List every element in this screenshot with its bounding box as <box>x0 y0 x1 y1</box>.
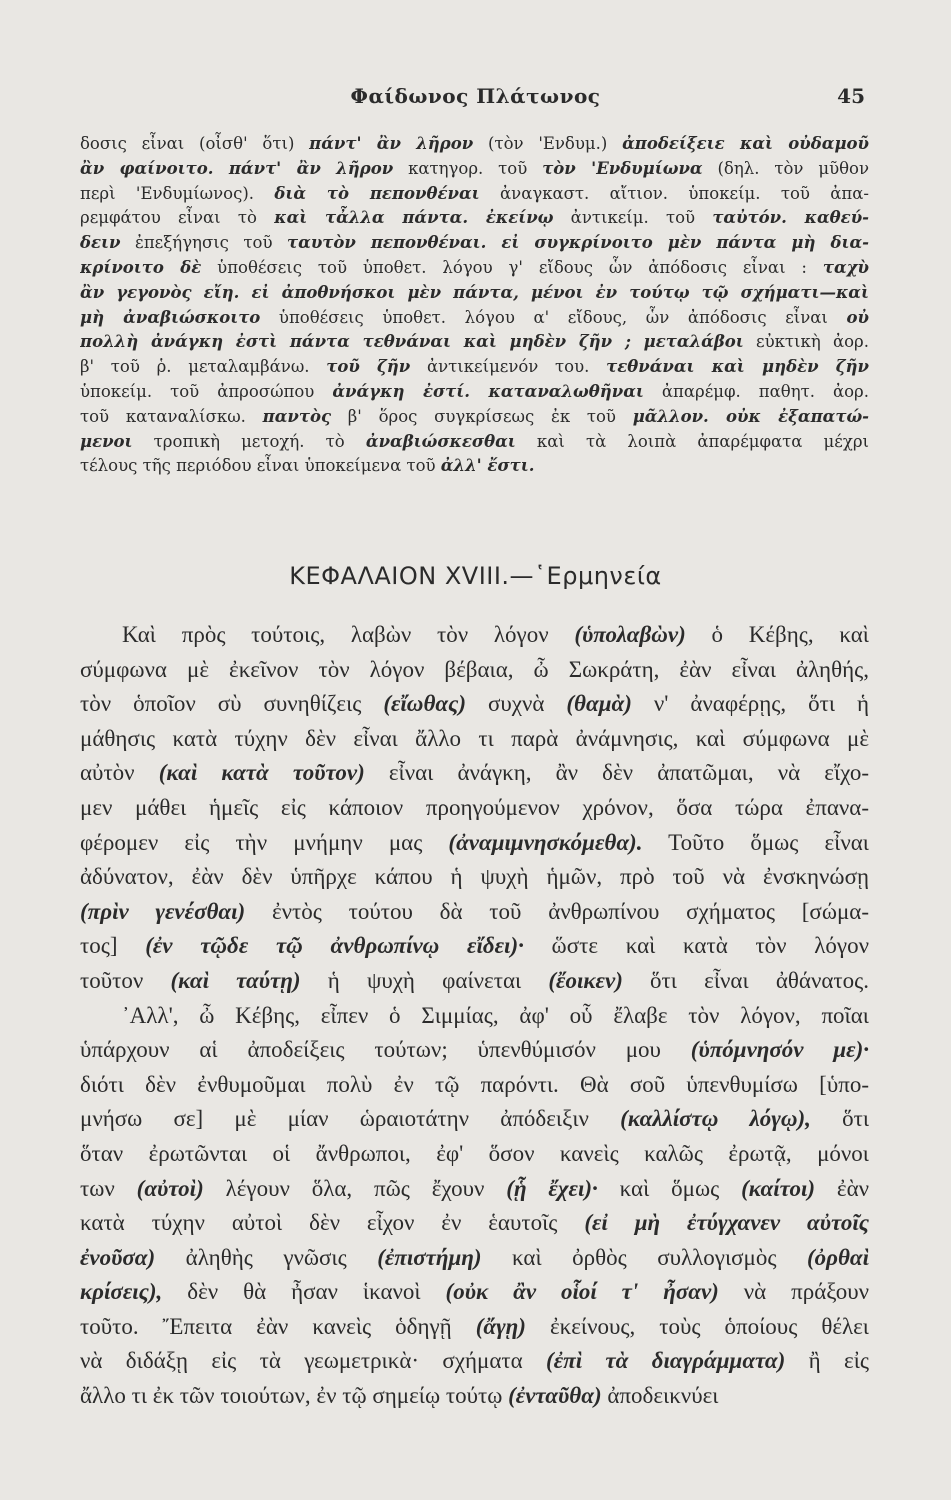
text-run: φέρομεν εἰς τὴν μνήμην μας <box>80 829 449 855</box>
text-run: τος] <box>80 933 146 959</box>
greek-original-phrase: (εἴωθας) <box>383 691 467 717</box>
notes-line <box>80 182 869 207</box>
text-run: Καὶ πρὸς τούτοις, λαβὼν τὸν λόγον <box>122 622 575 647</box>
greek-original-phrase: (ἐν τῷδε τῷ ἀνθρωπίνῳ εἴδει)· <box>145 933 524 959</box>
greek-original-phrase: παντὸς <box>262 406 332 426</box>
greek-original-phrase: (οὐκ ἂν οἷοί τ' ἦσαν) <box>445 1279 719 1305</box>
text-run: εἶναι ἀνάγκη, ἂν δὲν ἀπατῶμαι, νὰ εἴχο- <box>364 760 869 786</box>
text-run: διότι δὲν ἐνθυμοῦμαι πολὺ ἐν τῷ παρόντι. Θὰ σοῦ ὑπενθυμίσω [ὑπο- <box>80 1071 869 1097</box>
text-run: νὰ πράξουν <box>718 1279 869 1305</box>
body-line <box>80 1275 869 1310</box>
notes-line <box>80 132 869 157</box>
body-line <box>80 1241 869 1276</box>
text-run: (δηλ. τὸν μῦθον <box>702 158 869 178</box>
text-run: ν' ἀναφέρῃς, ὅτι ἡ <box>631 691 869 717</box>
text-run: ὑπάρχουν αἱ ἀποδείξεις τούτων; ὑπενθύμισόν μου <box>80 1037 691 1063</box>
notes-line <box>80 281 869 306</box>
body-line <box>80 1172 869 1207</box>
body-line <box>80 860 869 895</box>
text-run: ἀδύνατον, ἐὰν δὲν ὑπῆρχε κάπου ἡ ψυχὴ ἡμῶν, πρὸ τοῦ νὰ ἐνσκηνώσῃ <box>80 864 869 890</box>
text-run: ὅταν ἐρωτῶνται οἱ ἄνθρωποι, ἐφ' ὅσον κανεὶς καλῶς ἐρωτᾷ, μόνοι <box>80 1140 869 1166</box>
text-run: τὸν ὁποῖον σὺ συνηθίζεις <box>80 691 384 717</box>
greek-original-phrase: (ἐπιστήμη) <box>377 1244 482 1270</box>
notes-line <box>80 330 869 355</box>
greek-original-phrase: μὴ ἀναβιώσκοιτο <box>80 307 261 327</box>
greek-original-phrase: τὸν 'Ενδυμίωνα <box>542 158 703 178</box>
body-line <box>80 929 869 964</box>
notes-line <box>80 405 869 430</box>
commentary-notes <box>80 132 869 479</box>
notes-line <box>80 380 869 405</box>
text-run: σύμφωνα μὲ ἐκεῖνον τὸν λόγον βέβαια, ὦ Σωκράτη, ἐὰν εἶναι ἀληθής, <box>80 656 869 682</box>
text-run: ὅτι εἶναι ἀθάνατος. <box>622 967 869 993</box>
greek-original-phrase: οὐ <box>846 307 869 327</box>
greek-original-phrase: (καὶ ταύτῃ) <box>170 967 301 993</box>
text-run: συχνὰ <box>466 691 567 717</box>
body-line <box>80 895 869 930</box>
text-run: ἀντικείμ. τοῦ <box>553 208 713 228</box>
text-run: ὅτι <box>810 1106 869 1132</box>
greek-original-phrase: (ἀναμιμνησκόμεθα). <box>448 829 643 855</box>
greek-original-phrase: ταυτὸν πεπονθέναι. εἰ συγκρίνοιτο μὲν πάντα μὴ δια- <box>287 233 869 253</box>
text-run: τροπικὴ μετοχή. τὸ <box>132 431 366 451</box>
text-run: ἄλλο τι ἐκ τῶν τοιούτων, ἐν τῷ σημείῳ τούτῳ <box>80 1383 509 1409</box>
greek-original-phrase: (εἰ μὴ ἐτύγχανεν αὐτοῖς <box>584 1210 869 1236</box>
greek-original-phrase: (θαμὰ) <box>566 691 632 717</box>
text-run: κατηγορ. τοῦ <box>393 158 543 178</box>
text-run: ἀληθὴς γνῶσις <box>155 1244 378 1270</box>
text-run: ἀντικείμενόν του. <box>410 357 607 377</box>
text-run: μνήσω σε] μὲ μίαν ὡραιοτάτην ἀπόδειξιν <box>80 1106 621 1132</box>
body-line <box>80 826 869 861</box>
text-run: ἀποδεικνύει <box>601 1383 719 1409</box>
greek-original-phrase: ἀποδείξειε καὶ οὐδαμοῦ <box>622 134 869 153</box>
text-run: ἐντὸς τούτου δὰ τοῦ ἀνθρωπίνου σχήματος [σώμα- <box>245 898 869 924</box>
greek-original-phrase: (ἐνταῦθα) <box>508 1383 602 1409</box>
greek-original-phrase: πάντ' ἂν λῆρον <box>309 134 474 153</box>
greek-original-phrase: διὰ τὸ πεπονθέναι <box>274 183 480 203</box>
notes-line <box>80 430 869 455</box>
text-run: ρεμφάτου εἶναι τὸ <box>80 208 275 228</box>
greek-original-phrase: δειν <box>80 233 121 253</box>
text-run: περὶ 'Ενδυμίωνος). <box>80 183 275 203</box>
text-run: ἡ ψυχὴ φαίνεται <box>300 967 549 993</box>
greek-original-phrase: ἂν γεγονὸς εἴη. εἰ ἀποθνήσκοι μὲν πάντα, μένοι ἐν τούτῳ τῷ σχήματι—καὶ <box>80 282 869 302</box>
greek-original-phrase: (ὀρθαὶ <box>806 1244 869 1270</box>
text-run: (τὸν 'Ενδυμ.) <box>473 134 623 153</box>
body-line <box>80 687 869 722</box>
text-run: β' τοῦ ῥ. μεταλαμβάνω. <box>80 357 327 377</box>
page-number: 45 <box>837 84 865 108</box>
text-run: τέλους τῆς περιόδου εἶναι ὑποκείμενα τοῦ <box>80 456 441 476</box>
greek-original-phrase: τοῦ ζῆν <box>326 357 411 377</box>
body-line <box>80 1033 869 1068</box>
page-header <box>80 84 871 114</box>
greek-original-phrase: (ἔοικεν) <box>548 967 623 993</box>
greek-original-phrase: ἀνάγκη ἐστί. καταναλωθῆναι <box>332 381 644 401</box>
greek-original-phrase: (ὑπολαβὼν) <box>574 622 686 647</box>
body-line <box>80 618 869 653</box>
body-line <box>80 1344 869 1379</box>
body-line <box>80 653 869 688</box>
greek-original-phrase: κρίνοιτο δὲ <box>80 257 202 277</box>
body-line <box>80 791 869 826</box>
greek-original-phrase: πολλὴ ἀνάγκη ἐστὶ πάντα τεθνάναι καὶ μηδὲν ζῆν ; μεταλάβοι <box>80 332 744 352</box>
greek-original-phrase: (καὶ κατὰ τοῦτον) <box>158 760 365 786</box>
text-run: καὶ ὀρθὸς συλλογισμὸς <box>481 1244 807 1270</box>
greek-original-phrase: ἂν φαίνοιτο. πάντ' ἂν λῆρον <box>80 158 394 178</box>
body-line <box>80 1379 869 1414</box>
text-run: λέγουν ὅλα, πῶς ἔχουν <box>203 1175 507 1201</box>
body-line <box>80 964 869 999</box>
text-run: εὐκτικὴ ἀορ. <box>743 332 869 352</box>
text-run: κατὰ τύχην αὐτοὶ δὲν εἶχον ἐν ἑαυτοῖς <box>80 1210 585 1236</box>
body-line <box>80 1310 869 1345</box>
body-line <box>80 1137 869 1172</box>
greek-original-phrase: ἀναβιώσκεσθαι <box>365 431 516 451</box>
text-run: ἢ εἰς <box>785 1348 869 1374</box>
body-line <box>80 722 869 757</box>
text-run: ὑποθέσεις τοῦ ὑποθετ. λόγου γ' εἴδους ὧν ἀπόδοσις εἶναι : <box>201 257 823 277</box>
greek-original-phrase: ταχὺ <box>822 257 869 277</box>
greek-original-phrase: ἀλλ' ἔστι. <box>440 456 535 476</box>
body-line <box>80 1068 869 1103</box>
text-run: ὑποκείμ. τοῦ ἀπροσώπου <box>80 381 333 401</box>
text-run: β' ὅρος συγκρίσεως ἐκ τοῦ <box>331 406 633 426</box>
body-line <box>80 1102 869 1137</box>
text-run: ἐπεξήγησις τοῦ <box>120 233 288 253</box>
greek-original-phrase: καὶ τἆλλα πάντα. ἐκείνῳ <box>274 208 554 228</box>
greek-original-phrase: (ἐπὶ τὰ διαγράμματα) <box>546 1348 786 1374</box>
greek-original-phrase: μενοι <box>80 431 133 451</box>
greek-original-phrase: (πρὶν γενέσθαι) <box>80 898 246 924</box>
text-run: μάθησις κατὰ τύχην δὲν εἶναι ἄλλο τι παρὰ ἀνάμνησις, καὶ σύμφωνα μὲ <box>80 725 869 751</box>
body-line <box>80 999 869 1034</box>
chapter-title: ΚΕΦΑΛΑΙΟΝ XVIII.—῾Ερμηνεία <box>289 562 662 590</box>
greek-original-phrase: (ἄγῃ) <box>475 1313 526 1339</box>
body-line <box>80 756 869 791</box>
greek-original-phrase: ἐνοῦσα) <box>80 1244 156 1270</box>
text-run: δοσις εἶναι (οἶσθ' ὅτι) <box>80 134 310 153</box>
text-run: τοῦτον <box>80 967 171 993</box>
text-run: ὁ Κέβης, καὶ <box>685 622 869 647</box>
text-run: αὐτὸν <box>80 760 159 786</box>
main-text <box>80 618 869 1414</box>
text-run: καὶ τὰ λοιπὰ ἀπαρέμφατα μέχρι <box>515 431 869 451</box>
text-run: ᾿Αλλ', ὦ Κέβης, εἶπεν ὁ Σιμμίας, ἀφ' οὗ ἔλαβε τὸν λόγον, ποῖαι <box>122 1002 869 1028</box>
text-run: ἀπαρέμφ. παθητ. ἀορ. <box>643 381 869 401</box>
greek-original-phrase: (καίτοι) <box>741 1175 816 1201</box>
notes-line <box>80 231 869 256</box>
notes-line <box>80 306 869 331</box>
greek-original-phrase: μᾶλλον. οὐκ ἐξαπατώ- <box>632 406 869 426</box>
text-run: τοῦτο. Ἔπειτα ἐὰν κανεὶς ὁδηγῇ <box>80 1313 476 1339</box>
text-run: ἐὰν <box>815 1175 869 1201</box>
text-run: ἀναγκαστ. αἴτιον. ὑποκείμ. τοῦ ἀπα- <box>479 183 869 203</box>
text-run: ὥστε καὶ κατὰ τὸν λόγον <box>523 933 869 959</box>
greek-original-phrase: (καλλίστῳ λόγῳ), <box>620 1106 811 1132</box>
text-run: μεν μάθει ἡμεῖς εἰς κάποιον προηγούμενον χρόνον, ὅσα τώρα ἐπανα- <box>80 794 869 820</box>
greek-original-phrase: ταὐτόν. καθεύ- <box>712 208 869 228</box>
text-run: νὰ διδάξῃ εἰς τὰ γεωμετρικὰ· σχήματα <box>80 1348 547 1374</box>
greek-original-phrase: (ὑπόμνησόν με)· <box>690 1037 869 1063</box>
text-run: των <box>80 1175 137 1201</box>
text-run: τοῦ καταναλίσκω. <box>80 406 263 426</box>
text-run: ἐκείνους, τοὺς ὁποίους θέλει <box>525 1313 869 1339</box>
greek-original-phrase: κρίσεις), <box>80 1279 163 1305</box>
text-run: ὑποθέσεις ὑποθετ. λόγου α' εἴδους, ὧν ἀπόδοσις εἶναι <box>260 307 847 327</box>
notes-line <box>80 206 869 231</box>
body-line <box>80 1206 869 1241</box>
notes-line <box>80 355 869 380</box>
text-run: δὲν θὰ ἦσαν ἱκανοὶ <box>162 1279 446 1305</box>
text-run: Τοῦτο ὅμως εἶναι <box>642 829 869 855</box>
notes-line <box>80 256 869 281</box>
notes-line <box>80 454 869 479</box>
running-title: Φαίδωνος Πλάτωνος <box>350 84 601 108</box>
greek-original-phrase: (αὐτοὶ) <box>136 1175 204 1201</box>
text-run: καὶ ὅμως <box>597 1175 742 1201</box>
notes-line <box>80 157 869 182</box>
greek-original-phrase: (ᾗ ἔχει)· <box>506 1175 598 1201</box>
greek-original-phrase: τεθνάναι καὶ μηδὲν ζῆν <box>606 357 869 377</box>
